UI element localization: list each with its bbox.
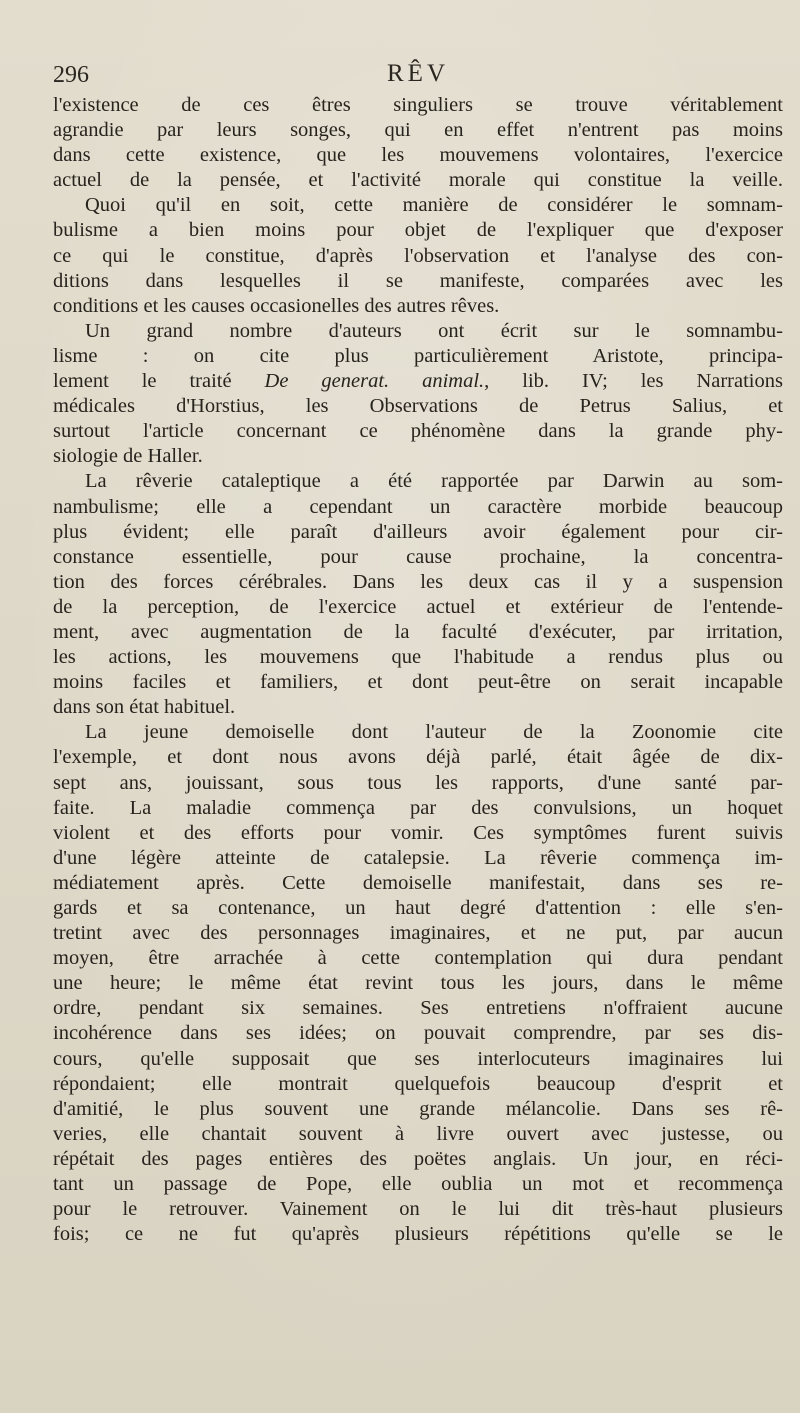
text-line: ce qui le constitue, d'après l'observation et l'analyse des con-	[53, 244, 783, 267]
text-line: conditions et les causes occasionelles des autres rêves.	[53, 294, 500, 317]
text-line: ordre, pendant six semaines. Ses entretiens n'offraient aucune	[53, 997, 783, 1020]
text-line: La jeune demoiselle dont l'auteur de la Zoonomie cite	[85, 721, 783, 744]
text-line: plus évident; elle paraît d'ailleurs avoir également pour cir-	[53, 520, 783, 543]
text-line: siologie de Haller.	[53, 445, 203, 468]
body-text	[53, 93, 783, 1247]
text-line: nambulisme; elle a cependant un caractère morbide beaucoup	[53, 495, 783, 518]
text-line: ditions dans lesquelles il se manifeste, comparées avec les	[53, 269, 783, 292]
text-line: dans cette existence, que les mouvemens volontaires, l'exercice	[53, 144, 783, 167]
text-line: cours, qu'elle supposait que ses interlocuteurs imaginaires lui	[53, 1047, 783, 1070]
text-line: La rêverie cataleptique a été rapportée par Darwin au som-	[85, 470, 783, 493]
paragraph-1	[53, 93, 783, 193]
text-line: répétait des pages entières des poëtes anglais. Un jour, en réci-	[53, 1147, 783, 1170]
text-line: incohérence dans ses idées; on pouvait comprendre, par ses dis-	[53, 1022, 783, 1045]
text-line-with-title	[53, 369, 783, 394]
paragraph-2	[53, 193, 783, 318]
text-line: faite. La maladie commença par des convulsions, un hoquet	[53, 796, 783, 819]
text-line: tretint avec des personnages imaginaires, et ne put, par aucun	[53, 922, 783, 945]
page-number: 296	[53, 62, 89, 88]
text-line: médicales d'Horstius, les Observations de Petrus Salius, et	[53, 395, 783, 418]
text-line: répondaient; elle montrait quelquefois beaucoup d'esprit et	[53, 1072, 783, 1095]
text-line: pour le retrouver. Vainement on le lui dit très-haut plusieurs	[53, 1198, 783, 1221]
text-line: ment, avec augmentation de la faculté d'exécuter, par irritation,	[53, 620, 783, 643]
text-fragment: lement le traité	[53, 370, 265, 393]
text-line: Quoi qu'il en soit, cette manière de considérer le somnam-	[85, 194, 783, 217]
text-line: sept ans, jouissant, sous tous les rapports, d'une santé par-	[53, 771, 783, 794]
text-line: médiatement après. Cette demoiselle manifestait, dans ses re-	[53, 871, 783, 894]
paragraph-3	[53, 319, 783, 470]
running-head: RÊV	[387, 60, 449, 87]
text-line: les actions, les mouvemens que l'habitude a rendus plus ou	[53, 646, 783, 669]
text-line: lisme : on cite plus particulièrement Aristote, principa-	[53, 344, 783, 367]
text-line: d'une légère atteinte de catalepsie. La rêverie commença im-	[53, 846, 783, 869]
text-line: dans son état habituel.	[53, 696, 236, 719]
text-line: une heure; le même état revint tous les jours, dans le même	[53, 972, 783, 995]
text-line: tant un passage de Pope, elle oublia un mot et recommença	[53, 1173, 783, 1196]
text-line: tion des forces cérébrales. Dans les deux cas il y a suspension	[53, 570, 783, 593]
paragraph-4	[53, 469, 783, 720]
text-line: moyen, être arrachée à cette contemplation qui dura pendant	[53, 947, 783, 970]
paragraph-5	[53, 720, 783, 1247]
text-line: l'exemple, et dont nous avons déjà parlé, était âgée de dix-	[53, 746, 783, 769]
text-line: d'amitié, le plus souvent une grande mélancolie. Dans ses rê-	[53, 1097, 783, 1120]
text-line: l'existence de ces êtres singuliers se trouve véritablement	[53, 94, 783, 116]
text-line: moins faciles et familiers, et dont peut-être on serait incapable	[53, 671, 783, 694]
text-fragment: , lib. IV; les Narrations	[484, 370, 783, 393]
text-line: violent et des efforts pour vomir. Ces symptômes furent suivis	[53, 821, 783, 844]
text-line: veries, elle chantait souvent à livre ouvert avec justesse, ou	[53, 1122, 783, 1145]
cited-work-title: De generat. animal.	[264, 370, 485, 393]
text-line: actuel de la pensée, et l'activité morale qui constitue la veille.	[53, 169, 783, 192]
text-line: de la perception, de l'exercice actuel et extérieur de l'entende-	[53, 595, 783, 618]
page-header	[53, 58, 783, 94]
text-line: agrandie par leurs songes, qui en effet n'entrent pas moins	[53, 119, 783, 142]
text-line: surtout l'article concernant ce phénomène dans la grande phy-	[53, 420, 783, 443]
text-line: constance essentielle, pour cause prochaine, la concentra-	[53, 545, 783, 568]
text-line: gards et sa contenance, un haut degré d'attention : elle s'en-	[53, 897, 783, 919]
text-line: fois; ce ne fut qu'après plusieurs répétitions qu'elle se le	[53, 1223, 783, 1246]
text-line: Un grand nombre d'auteurs ont écrit sur le somnambu-	[85, 319, 783, 342]
text-line: bulisme a bien moins pour objet de l'expliquer que d'exposer	[53, 219, 783, 242]
